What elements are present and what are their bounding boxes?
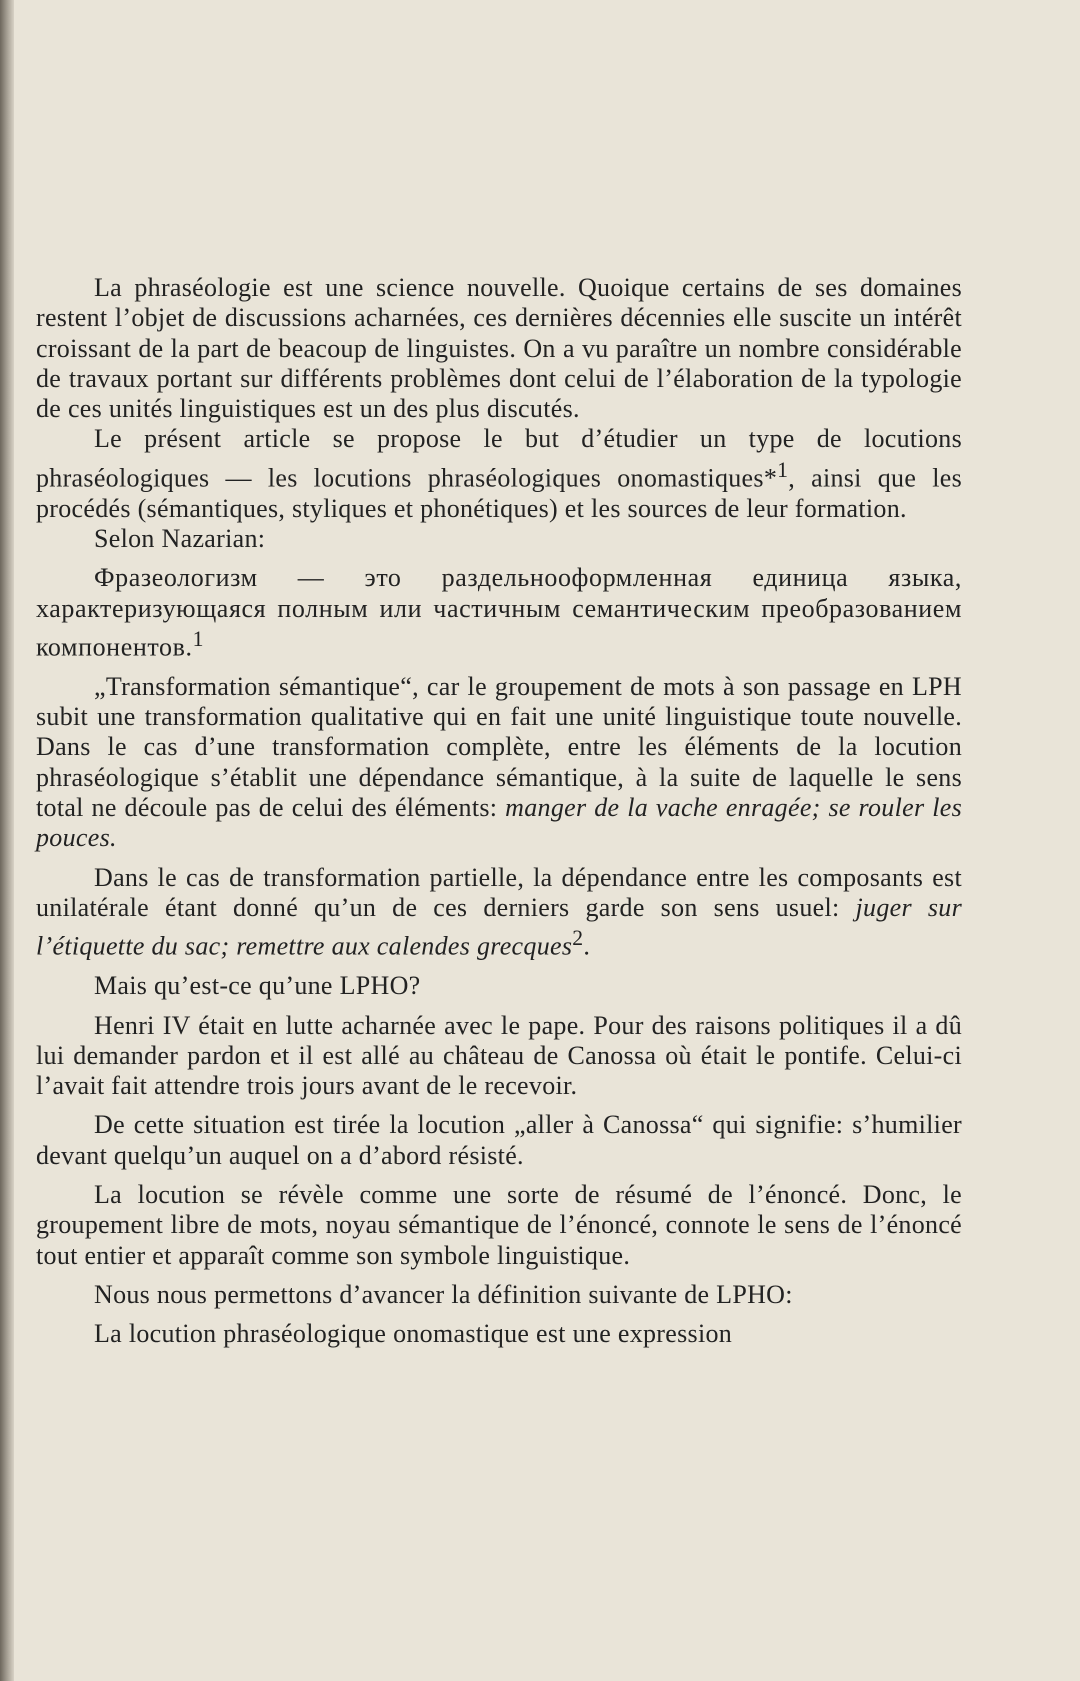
book-spine-shadow [0, 0, 14, 1681]
example-italic: manger de la vache enragée; se rouler les pouces. [36, 793, 963, 853]
quotation-russian: Фразеологизм — это раздельнооформленная единица языка, характеризующаяся полным или частичным семантическим преобразованием компонентов.$^1$ [36, 563, 962, 662]
footnote-ref: 1 [192, 626, 204, 651]
footnote-ref: 2 [572, 926, 584, 951]
document-page [36, 273, 962, 1349]
paragraph-transformation: „Transformation sémantique“, car le groupement de mots à son passage en LPH subit une transformation qualitative qui en fait une unité linguistique toute nouvelle. Dans le cas d’une transformation complète, entre les éléments de la locution phraséologique s’établit une dépendance sémantique, à la suite de laquelle le sens total ne découle pas de celui des éléments: manger de la vache enragée; se rouler les pouces. [36, 671, 963, 853]
paragraph-definition: La locution phraséologique onomastique est une expression [94, 1319, 733, 1349]
example-italic: juger sur l’étiquette du sac; remettre aux calendes grecques [36, 892, 962, 961]
paragraph-definition-intro: Nous nous permettons d’avancer la définition suivante de LPHO: [94, 1279, 793, 1309]
paragraph-resume: La locution se révèle comme une sorte de résumé de l’énoncé. Donc, le groupement libre de mots, noyau sémantique de l’énoncé, connote le sens de l’énoncé tout entier et apparaît comme son symbole linguistique. [36, 1179, 962, 1270]
paragraph-canossa: De cette situation est tirée la locution „aller à Canossa“ qui signifie: s’humilier devant quelqu’un auquel on a d’abord résisté. [36, 1110, 962, 1170]
paragraph-partial-transformation: Dans le cas de transformation partielle, la dépendance entre les composants est unilatérale étant donné qu’un de ces derniers garde son sens usuel: juger sur l’étiquette du sac; remettre aux calendes grecques$^2$. [36, 862, 962, 961]
paragraph-nazarian-intro: Selon Nazarian: [94, 524, 266, 554]
paragraph-article-purpose: Le présent article se propose le but d’étudier un type de locutions phraséologiques — les locutions phraséologiques onomastiques*$^1$, ainsi que les procédés (sémantiques, styliques et phonétiques) et les sources de leur formation. [36, 424, 963, 523]
paragraph-henri: Henri IV était en lutte acharnée avec le pape. Pour des raisons politiques il a dû lui demander pardon et il est allé au château de Canossa où était le pontife. Celui-ci l’avait fait attendre trois jours avant de le recevoir. [36, 1010, 962, 1101]
paragraph-question: Mais qu’est-ce qu’une LPHO? [94, 971, 421, 1001]
paragraph-intro: La phraséologie est une science nouvelle. Quoique certains de ses domaines restent l’objet de discussions acharnées, ces dernières décennies elle suscite un intérêt croissant de la part de beacoup de linguistes. On a vu paraître un nombre considérable de travaux portant sur différents problèmes dont celui de l’élaboration de la typologie de ces unités linguistiques est un des plus discutés. [36, 273, 962, 424]
footnote-ref: 1 [777, 457, 789, 482]
